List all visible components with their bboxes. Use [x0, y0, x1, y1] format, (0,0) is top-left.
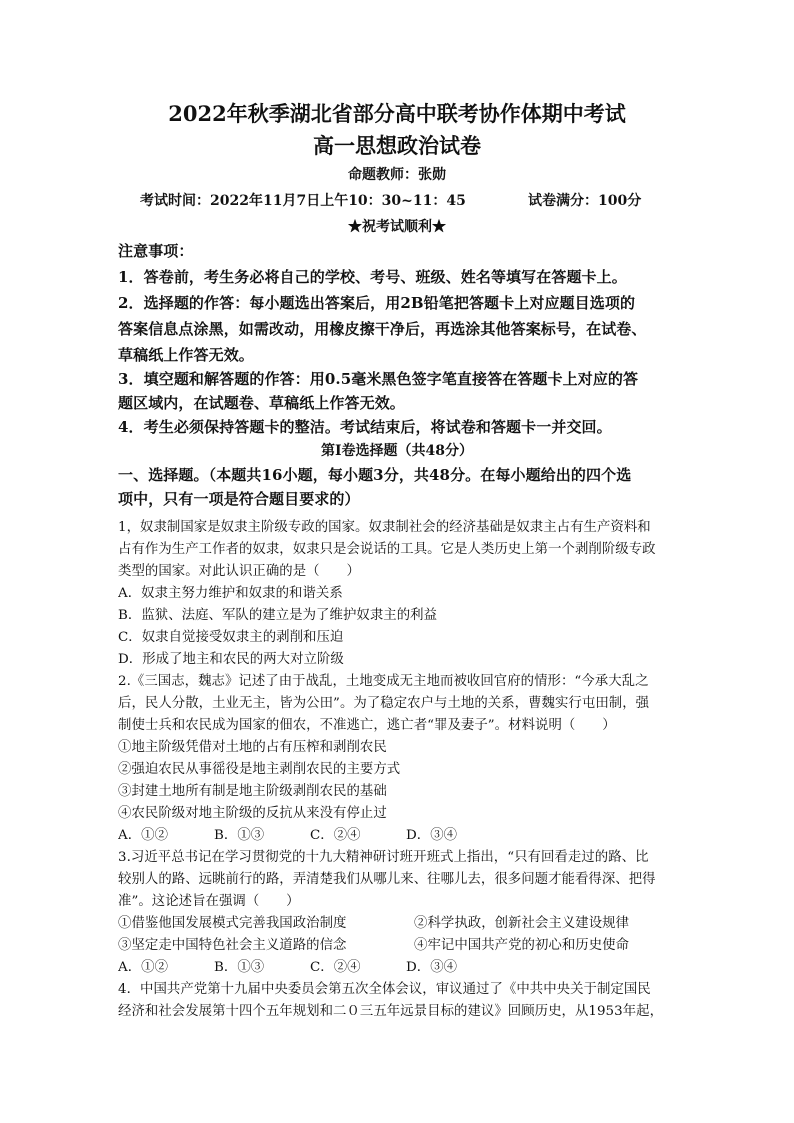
question-1-option-d: D．形成了地主和农民的两大对立阶级	[118, 652, 344, 667]
note-line: 1．答卷前，考生务必将自己的学校、考号、班级、姓名等填写在答题卡上。	[118, 268, 627, 286]
note-line: 2．选择题的作答：每小题选出答案后，用2B铅笔把答题卡上对应题目选项的	[118, 294, 636, 312]
exam-time: 考试时间：2022年11月7日上午10：30~11：45	[140, 193, 466, 209]
note-line: 3．填空题和解答题的作答：用0.5毫米黑色签字笔直接答在答题卡上对应的答	[118, 370, 639, 388]
choice-a: A．①②	[118, 960, 169, 975]
teacher-line: 命题教师：张勋	[348, 167, 446, 183]
question-1-option-b: B．监狱、法庭、军队的建立是为了维护奴隶主的利益	[118, 608, 438, 623]
question-2-text: 2.《三国志，魏志》记述了由于战乱，土地变成无主地而被收回官府的情形：“今承大乱之	[118, 674, 649, 689]
question-3-text: 较别人的路、远眺前行的路，弄清楚我们从哪儿来、往哪儿去，很多问题才能看得深、把得	[118, 872, 656, 887]
question-2-text: 制使士兵和农民成为国家的佃农，不准逃亡，逃亡者“罪及妻子”。材料说明（ ）	[118, 718, 616, 733]
question-3-item: ④牢记中国共产党的初心和历史使命	[414, 938, 630, 953]
exam-subtitle: 高一思想政治试卷	[313, 133, 481, 158]
choice-d: D．③④	[406, 828, 458, 843]
question-3-choices	[118, 956, 678, 975]
question-1-option-a: A．奴隶主努力维护和奴隶的和谐关系	[118, 586, 343, 601]
section-title: 第Ⅰ卷选择题（共48分）	[320, 443, 474, 459]
choice-a: A．①②	[118, 828, 169, 843]
notes-heading: 注意事项：	[118, 242, 194, 260]
question-3-text: 准”。这论述旨在强调（ ）	[118, 894, 300, 909]
question-2-choices	[118, 824, 678, 843]
choice-c: C．②④	[310, 960, 361, 975]
question-2-item: ①地主阶级凭借对土地的占有压榨和剥削农民	[118, 740, 387, 755]
exam-title: 2022年秋季湖北省部分高中联考协作体期中考试	[168, 101, 626, 126]
question-3-text: 3.习近平总书记在学习贯彻党的十九大精神研讨班开班式上指出，“只有回看走过的路、比	[118, 850, 649, 865]
question-2-item: ④农民阶级对地主阶级的反抗从来没有停止过	[118, 806, 387, 821]
question-3-items-row	[118, 934, 678, 953]
question-1-text: 1，奴隶制国家是奴隶主阶级专政的国家。奴隶制社会的经济基础是奴隶主占有生产资料和	[118, 520, 651, 535]
question-1-option-c: C．奴隶自觉接受奴隶主的剥削和压迫	[118, 630, 344, 645]
question-3-item: ②科学执政，创新社会主义建设规律	[414, 916, 630, 931]
note-line: 草稿纸上作答无效。	[118, 346, 254, 364]
section-intro: 一、选择题。（本题共16小题，每小题3分，共48分。在每小题给出的四个选	[118, 466, 632, 484]
question-4-text: 经济和社会发展第十四个五年规划和二０三五年远景目标的建议》回顾历史，从1953年起，	[118, 1004, 664, 1019]
question-4-text: 4．中国共产党第十九届中央委员会第五次全体会议，审议通过了《中共中央关于制定国民	[118, 982, 651, 997]
question-3-items-row	[118, 912, 678, 931]
question-2-text: 后，民人分散，土业无主，皆为公田”。为了稳定农户与土地的关系，曹魏实行屯田制，强	[118, 696, 650, 711]
note-line: 题区域内，在试题卷、草稿纸上作答无效。	[118, 394, 405, 412]
choice-d: D．③④	[406, 960, 458, 975]
note-line: 4．考生必须保持答题卡的整洁。考试结束后，将试卷和答题卡一并交回。	[118, 418, 612, 436]
question-2-item: ③封建土地所有制是地主阶级剥削农民的基础	[118, 784, 387, 799]
question-1-text: 类型的国家。对此认识正确的是（ ）	[118, 564, 360, 579]
question-1-text: 占有作为生产工作者的奴隶，奴隶只是会说话的工具。它是人类历史上第一个剥削阶级专政	[118, 542, 656, 557]
choice-b: B．①③	[214, 828, 265, 843]
choice-c: C．②④	[310, 828, 361, 843]
full-score: 试卷满分：100分	[528, 193, 642, 209]
wish-line: ★祝考试顺利★	[348, 219, 446, 235]
question-2-item: ②强迫农民从事徭役是地主剥削农民的主要方式	[118, 762, 401, 777]
section-intro: 项中，只有一项是符合题目要求的）	[118, 490, 360, 508]
question-3-item: ③坚定走中国特色社会主义道路的信念	[118, 938, 347, 953]
choice-b: B．①③	[214, 960, 265, 975]
note-line: 答案信息点涂黑，如需改动，用橡皮擦干净后，再选涂其他答案标号，在试卷、	[118, 320, 647, 338]
question-3-item: ①借鉴他国发展模式完善我国政治制度	[118, 916, 347, 931]
